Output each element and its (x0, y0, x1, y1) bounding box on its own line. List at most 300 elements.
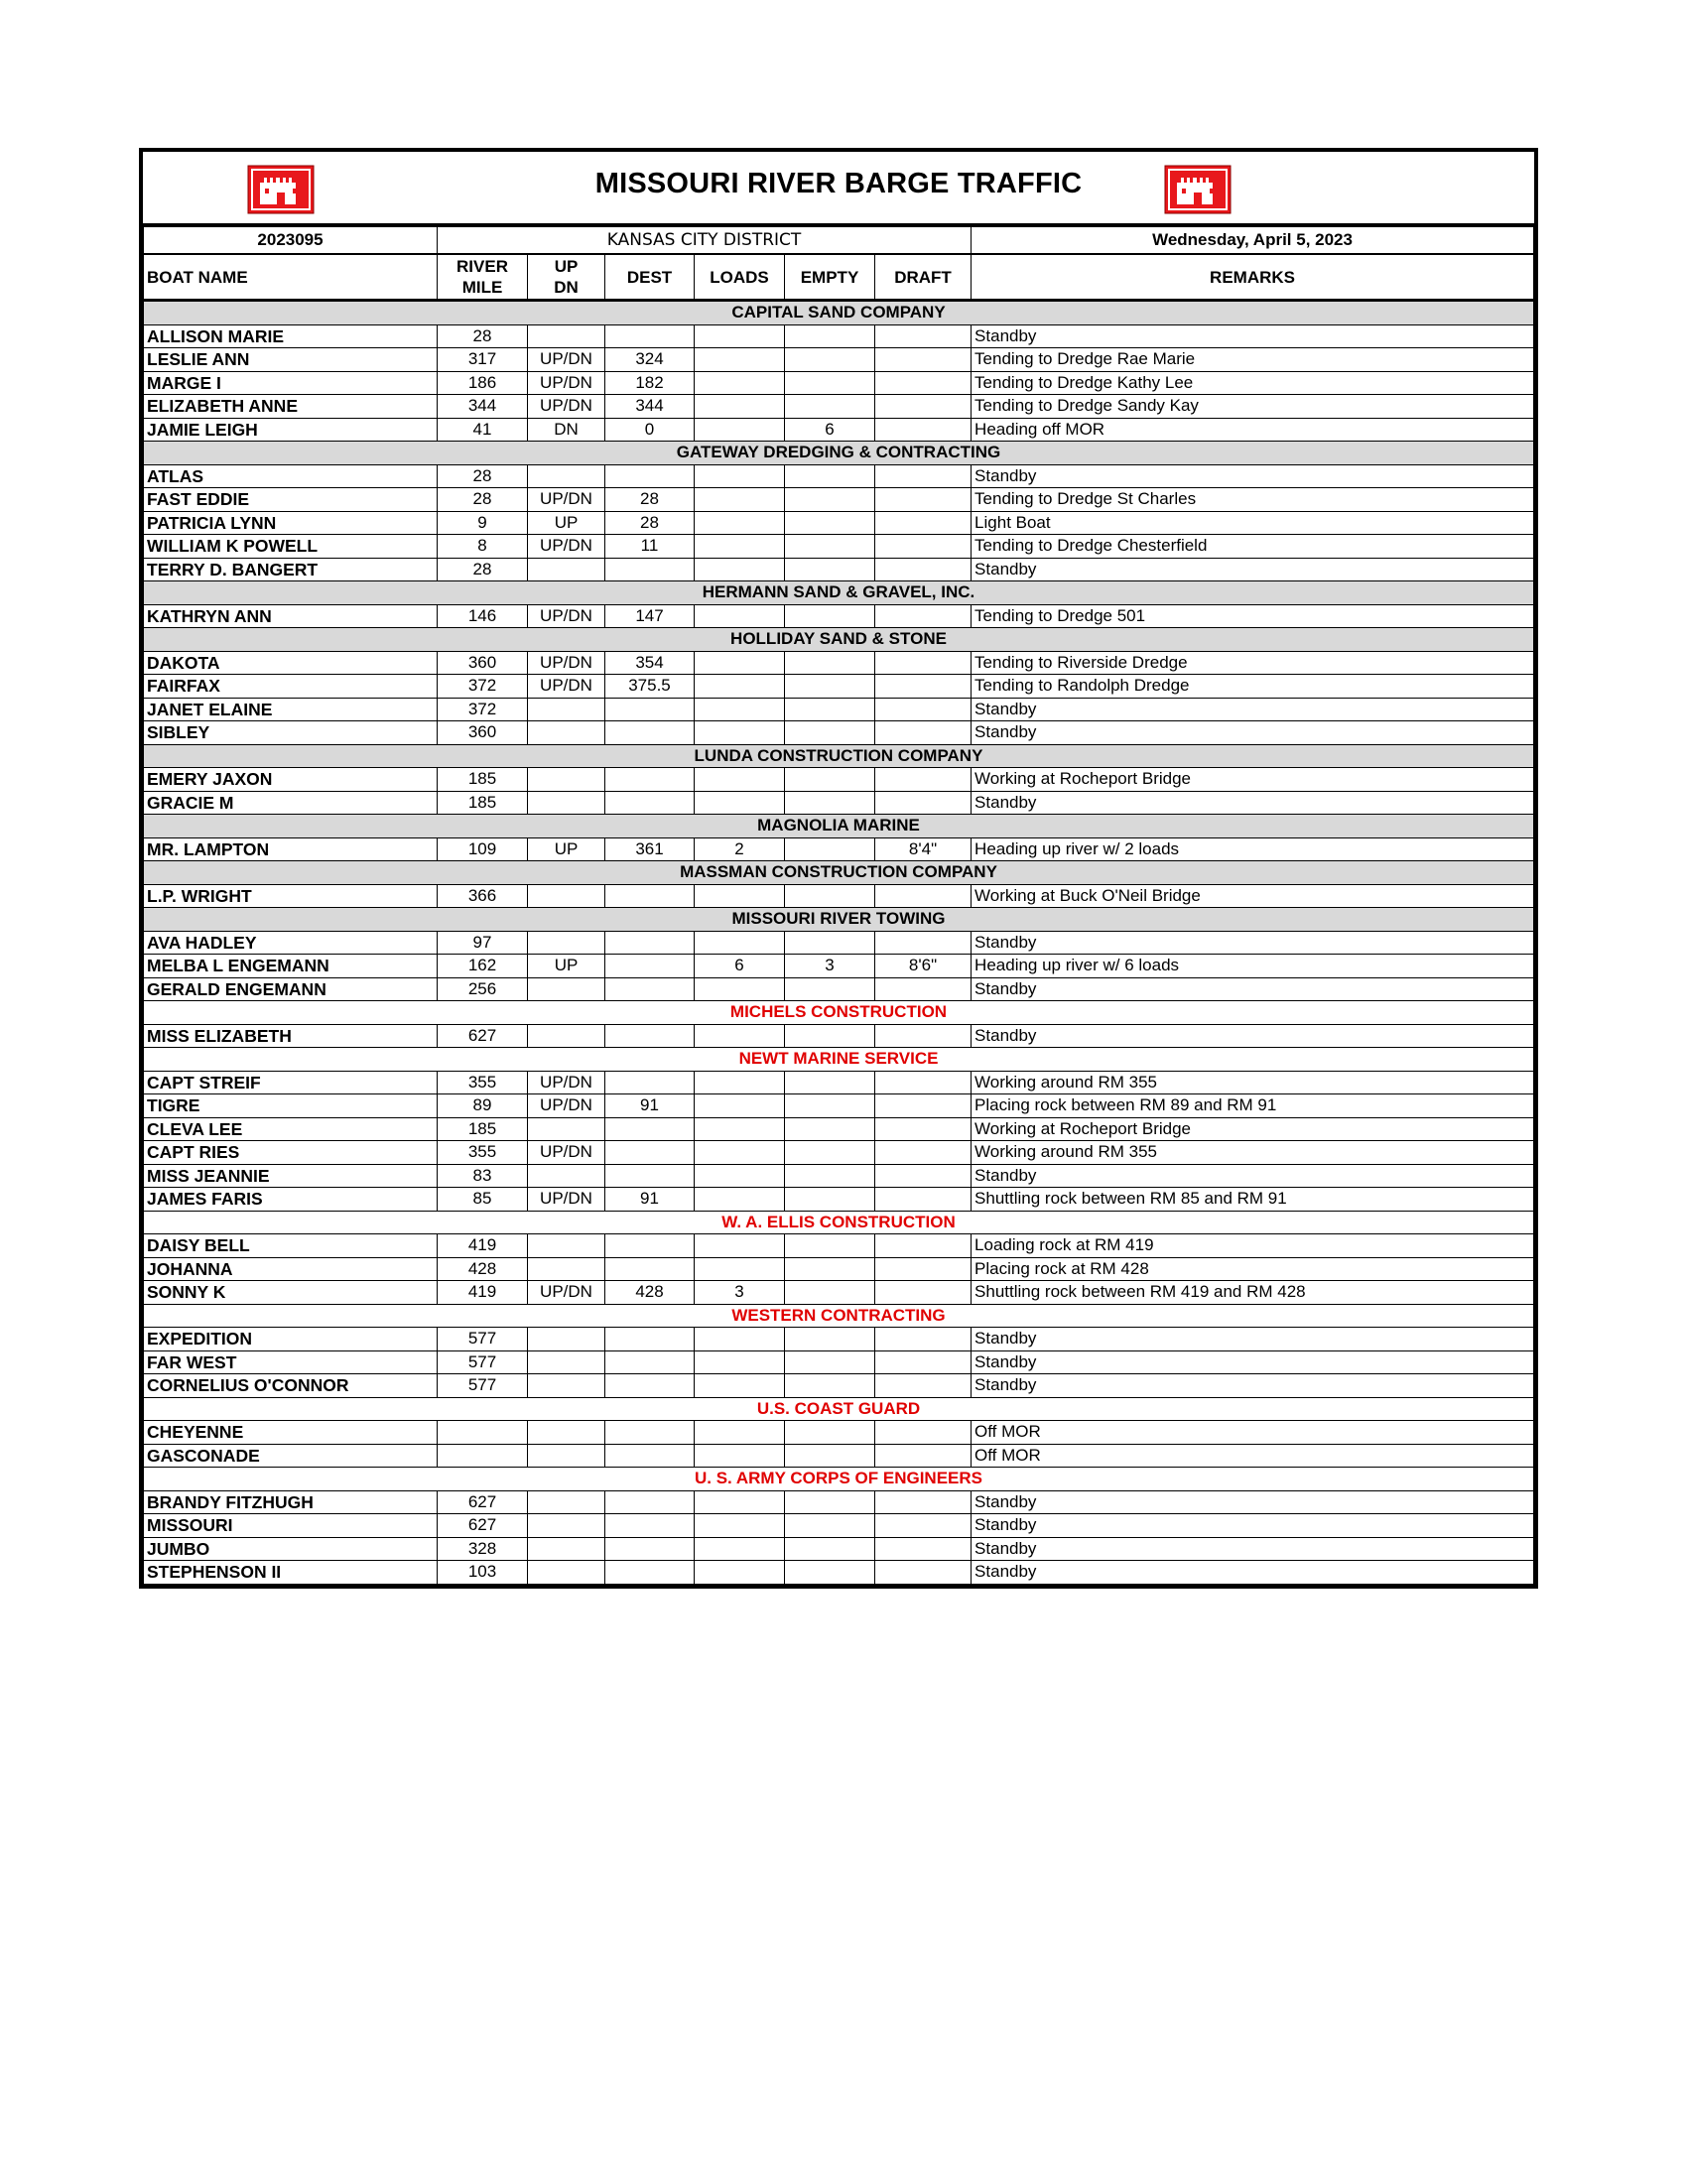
section-header-row (144, 744, 1534, 768)
empty-cell (785, 464, 875, 488)
barge-traffic-table (143, 226, 1534, 1585)
loads-cell (695, 1490, 785, 1514)
dest-cell: 354 (605, 651, 695, 675)
empty-cell (785, 395, 875, 419)
col-up-dn (528, 254, 605, 301)
loads-cell (695, 977, 785, 1001)
loads-cell (695, 791, 785, 815)
draft-cell (875, 1257, 972, 1281)
district-name: KANSAS CITY DISTRICT (438, 227, 972, 255)
draft-cell (875, 1071, 972, 1094)
river-mile-cell: 428 (438, 1257, 528, 1281)
river-mile-cell: 627 (438, 1514, 528, 1538)
table-row (144, 977, 1534, 1001)
remarks-cell: Placing rock at RM 428 (972, 1257, 1534, 1281)
up-dn-cell (528, 324, 605, 348)
empty-cell (785, 324, 875, 348)
up-dn-cell (528, 558, 605, 581)
table-row (144, 535, 1534, 559)
river-mile-cell: 109 (438, 837, 528, 861)
table-row (144, 1350, 1534, 1374)
river-mile-cell: 419 (438, 1234, 528, 1258)
dest-cell: 28 (605, 488, 695, 512)
remarks-cell: Standby (972, 1164, 1534, 1188)
section-title: HOLLIDAY SAND & STONE (144, 628, 1534, 652)
dest-cell: 344 (605, 395, 695, 419)
section-header-row (144, 1211, 1534, 1234)
boat-name-cell: ELIZABETH ANNE (144, 395, 438, 419)
loads-cell (695, 698, 785, 721)
loads-cell (695, 1071, 785, 1094)
dest-cell (605, 721, 695, 745)
boat-name-cell: CAPT RIES (144, 1141, 438, 1165)
table-row (144, 1024, 1534, 1048)
empty-cell (785, 721, 875, 745)
remarks-cell: Tending to Dredge Sandy Kay (972, 395, 1534, 419)
section-title: HERMANN SAND & GRAVEL, INC. (144, 581, 1534, 605)
river-mile-cell: 97 (438, 931, 528, 955)
remarks-cell: Tending to Dredge Chesterfield (972, 535, 1534, 559)
up-dn-cell (528, 1328, 605, 1351)
empty-cell (785, 977, 875, 1001)
remarks-cell: Standby (972, 1514, 1534, 1538)
empty-cell (785, 511, 875, 535)
table-row (144, 768, 1534, 792)
dest-cell (605, 1117, 695, 1141)
draft-cell (875, 977, 972, 1001)
col-river-mile (438, 254, 528, 301)
river-mile-cell: 360 (438, 721, 528, 745)
up-dn-cell (528, 1444, 605, 1468)
empty-cell (785, 1094, 875, 1118)
loads-cell (695, 1374, 785, 1398)
remarks-cell: Loading rock at RM 419 (972, 1234, 1534, 1258)
boat-name-cell: BRANDY FITZHUGH (144, 1490, 438, 1514)
empty-cell (785, 837, 875, 861)
col-empty: EMPTY (785, 254, 875, 301)
report-date: Wednesday, April 5, 2023 (972, 227, 1534, 255)
table-row (144, 1234, 1534, 1258)
remarks-cell: Standby (972, 721, 1534, 745)
remarks-cell: Standby (972, 1374, 1534, 1398)
river-mile-cell: 627 (438, 1490, 528, 1514)
dest-cell (605, 464, 695, 488)
draft-cell (875, 558, 972, 581)
draft-cell (875, 1188, 972, 1212)
boat-name-cell: L.P. WRIGHT (144, 884, 438, 908)
usace-castle-icon (1164, 165, 1232, 214)
empty-cell (785, 1514, 875, 1538)
boat-name-cell: TIGRE (144, 1094, 438, 1118)
title-row (143, 152, 1534, 226)
empty-cell (785, 1561, 875, 1585)
table-row (144, 721, 1534, 745)
up-dn-cell (528, 1561, 605, 1585)
river-mile-cell: 85 (438, 1188, 528, 1212)
river-mile-cell: 344 (438, 395, 528, 419)
river-mile-cell: 317 (438, 348, 528, 372)
boat-name-cell: MARGE I (144, 371, 438, 395)
up-dn-cell (528, 1350, 605, 1374)
loads-cell (695, 1234, 785, 1258)
section-header-row (144, 908, 1534, 932)
empty-cell: 6 (785, 418, 875, 442)
dest-cell (605, 1164, 695, 1188)
loads-cell (695, 558, 785, 581)
loads-cell (695, 1094, 785, 1118)
loads-cell: 6 (695, 955, 785, 978)
river-mile-cell: 577 (438, 1374, 528, 1398)
loads-cell (695, 1117, 785, 1141)
river-mile-cell: 627 (438, 1024, 528, 1048)
remarks-cell: Light Boat (972, 511, 1534, 535)
empty-cell (785, 1117, 875, 1141)
remarks-cell: Heading up river w/ 6 loads (972, 955, 1534, 978)
draft-cell (875, 371, 972, 395)
report-id: 2023095 (144, 227, 438, 255)
col-river-mile-line2: MILE (461, 278, 503, 297)
remarks-cell: Standby (972, 1350, 1534, 1374)
river-mile-cell: 41 (438, 418, 528, 442)
up-dn-cell (528, 1421, 605, 1445)
empty-cell (785, 675, 875, 699)
section-title: LUNDA CONSTRUCTION COMPANY (144, 744, 1534, 768)
empty-cell (785, 931, 875, 955)
dest-cell (605, 698, 695, 721)
loads-cell (695, 1141, 785, 1165)
dest-cell: 361 (605, 837, 695, 861)
info-row (144, 227, 1534, 255)
up-dn-cell: DN (528, 418, 605, 442)
table-row (144, 1164, 1534, 1188)
dest-cell (605, 1561, 695, 1585)
table-row (144, 1374, 1534, 1398)
empty-cell (785, 1257, 875, 1281)
table-row (144, 395, 1534, 419)
remarks-cell: Tending to Dredge Rae Marie (972, 348, 1534, 372)
loads-cell (695, 721, 785, 745)
col-up-dn-line2: DN (554, 278, 579, 297)
river-mile-cell: 146 (438, 604, 528, 628)
up-dn-cell (528, 1537, 605, 1561)
remarks-cell: Tending to Dredge Kathy Lee (972, 371, 1534, 395)
up-dn-cell: UP/DN (528, 675, 605, 699)
draft-cell (875, 1117, 972, 1141)
draft-cell (875, 768, 972, 792)
draft-cell (875, 1514, 972, 1538)
loads-cell (695, 1514, 785, 1538)
up-dn-cell: UP (528, 511, 605, 535)
section-title: MASSMAN CONSTRUCTION COMPANY (144, 861, 1534, 885)
up-dn-cell (528, 977, 605, 1001)
dest-cell (605, 1421, 695, 1445)
river-mile-cell: 89 (438, 1094, 528, 1118)
table-row (144, 675, 1534, 699)
remarks-cell: Standby (972, 1328, 1534, 1351)
remarks-cell: Tending to Dredge St Charles (972, 488, 1534, 512)
section-header-row (144, 1304, 1534, 1328)
up-dn-cell (528, 1164, 605, 1188)
dest-cell (605, 1257, 695, 1281)
river-mile-cell: 577 (438, 1350, 528, 1374)
dest-cell (605, 884, 695, 908)
up-dn-cell: UP/DN (528, 348, 605, 372)
section-title: WESTERN CONTRACTING (144, 1304, 1534, 1328)
up-dn-cell (528, 698, 605, 721)
up-dn-cell: UP/DN (528, 488, 605, 512)
dest-cell: 428 (605, 1281, 695, 1305)
table-body (144, 227, 1534, 1585)
draft-cell (875, 604, 972, 628)
dest-cell (605, 1490, 695, 1514)
empty-cell (785, 1164, 875, 1188)
section-header-row (144, 1397, 1534, 1421)
river-mile-cell: 83 (438, 1164, 528, 1188)
remarks-cell: Shuttling rock between RM 419 and RM 428 (972, 1281, 1534, 1305)
boat-name-cell: MELBA L ENGEMANN (144, 955, 438, 978)
loads-cell (695, 324, 785, 348)
boat-name-cell: DAISY BELL (144, 1234, 438, 1258)
draft-cell (875, 721, 972, 745)
loads-cell (695, 651, 785, 675)
up-dn-cell (528, 931, 605, 955)
dest-cell (605, 1071, 695, 1094)
loads-cell (695, 884, 785, 908)
section-title: NEWT MARINE SERVICE (144, 1048, 1534, 1072)
dest-cell (605, 1537, 695, 1561)
remarks-cell: Tending to Randolph Dredge (972, 675, 1534, 699)
table-row (144, 1490, 1534, 1514)
boat-name-cell: CAPT STREIF (144, 1071, 438, 1094)
remarks-cell: Shuttling rock between RM 85 and RM 91 (972, 1188, 1534, 1212)
boat-name-cell: CORNELIUS O'CONNOR (144, 1374, 438, 1398)
table-row (144, 604, 1534, 628)
empty-cell (785, 1328, 875, 1351)
boat-name-cell: SIBLEY (144, 721, 438, 745)
dest-cell (605, 1374, 695, 1398)
draft-cell (875, 1537, 972, 1561)
dest-cell (605, 324, 695, 348)
table-row (144, 1094, 1534, 1118)
section-title: W. A. ELLIS CONSTRUCTION (144, 1211, 1534, 1234)
loads-cell (695, 395, 785, 419)
river-mile-cell: 355 (438, 1071, 528, 1094)
empty-cell (785, 1141, 875, 1165)
up-dn-cell: UP (528, 955, 605, 978)
dest-cell (605, 1444, 695, 1468)
col-loads: LOADS (695, 254, 785, 301)
draft-cell (875, 464, 972, 488)
table-row (144, 1328, 1534, 1351)
section-header-row (144, 581, 1534, 605)
empty-cell (785, 698, 875, 721)
boat-name-cell: JOHANNA (144, 1257, 438, 1281)
remarks-cell: Standby (972, 324, 1534, 348)
remarks-cell: Standby (972, 558, 1534, 581)
river-mile-cell: 28 (438, 324, 528, 348)
river-mile-cell: 162 (438, 955, 528, 978)
boat-name-cell: MISS ELIZABETH (144, 1024, 438, 1048)
table-row (144, 931, 1534, 955)
loads-cell (695, 768, 785, 792)
remarks-cell: Standby (972, 791, 1534, 815)
dest-cell: 375.5 (605, 675, 695, 699)
table-row (144, 1117, 1534, 1141)
col-river-mile-line1: RIVER (456, 257, 508, 276)
up-dn-cell: UP/DN (528, 395, 605, 419)
river-mile-cell: 256 (438, 977, 528, 1001)
remarks-cell: Heading off MOR (972, 418, 1534, 442)
draft-cell (875, 1281, 972, 1305)
boat-name-cell: CLEVA LEE (144, 1117, 438, 1141)
draft-cell (875, 1490, 972, 1514)
dest-cell: 28 (605, 511, 695, 535)
up-dn-cell: UP/DN (528, 1281, 605, 1305)
loads-cell: 3 (695, 1281, 785, 1305)
remarks-cell: Working around RM 355 (972, 1071, 1534, 1094)
table-row (144, 371, 1534, 395)
col-remarks: REMARKS (972, 254, 1534, 301)
table-row (144, 837, 1534, 861)
remarks-cell: Standby (972, 931, 1534, 955)
table-row (144, 1421, 1534, 1445)
remarks-cell: Standby (972, 464, 1534, 488)
table-row (144, 1071, 1534, 1094)
up-dn-cell (528, 1257, 605, 1281)
dest-cell (605, 1514, 695, 1538)
boat-name-cell: MISSOURI (144, 1514, 438, 1538)
column-header-row (144, 254, 1534, 301)
dest-cell (605, 1328, 695, 1351)
draft-cell (875, 1094, 972, 1118)
empty-cell (785, 371, 875, 395)
up-dn-cell (528, 768, 605, 792)
loads-cell (695, 348, 785, 372)
table-row (144, 651, 1534, 675)
up-dn-cell (528, 1234, 605, 1258)
section-header-row (144, 442, 1534, 465)
section-title: MICHELS CONSTRUCTION (144, 1001, 1534, 1025)
loads-cell (695, 464, 785, 488)
up-dn-cell: UP/DN (528, 371, 605, 395)
empty-cell (785, 535, 875, 559)
section-header-row (144, 1048, 1534, 1072)
remarks-cell: Working around RM 355 (972, 1141, 1534, 1165)
up-dn-cell: UP/DN (528, 1071, 605, 1094)
draft-cell (875, 698, 972, 721)
river-mile-cell: 355 (438, 1141, 528, 1165)
empty-cell (785, 1374, 875, 1398)
empty-cell (785, 348, 875, 372)
dest-cell (605, 931, 695, 955)
river-mile-cell: 328 (438, 1537, 528, 1561)
table-row (144, 558, 1534, 581)
remarks-cell: Standby (972, 1024, 1534, 1048)
table-row (144, 464, 1534, 488)
table-row (144, 348, 1534, 372)
boat-name-cell: JUMBO (144, 1537, 438, 1561)
empty-cell (785, 1421, 875, 1445)
draft-cell (875, 1374, 972, 1398)
dest-cell (605, 1350, 695, 1374)
empty-cell (785, 1024, 875, 1048)
dest-cell (605, 1141, 695, 1165)
table-row (144, 418, 1534, 442)
table-row (144, 324, 1534, 348)
dest-cell (605, 558, 695, 581)
up-dn-cell (528, 1514, 605, 1538)
river-mile-cell: 9 (438, 511, 528, 535)
section-title: MAGNOLIA MARINE (144, 815, 1534, 838)
section-header-row (144, 815, 1534, 838)
section-header-row (144, 1001, 1534, 1025)
empty-cell (785, 651, 875, 675)
loads-cell (695, 1537, 785, 1561)
river-mile-cell (438, 1421, 528, 1445)
loads-cell (695, 418, 785, 442)
boat-name-cell: LESLIE ANN (144, 348, 438, 372)
empty-cell (785, 768, 875, 792)
river-mile-cell: 366 (438, 884, 528, 908)
remarks-cell: Tending to Dredge 501 (972, 604, 1534, 628)
draft-cell (875, 791, 972, 815)
page-title: MISSOURI RIVER BARGE TRAFFIC (594, 168, 1083, 199)
boat-name-cell: WILLIAM K POWELL (144, 535, 438, 559)
up-dn-cell: UP/DN (528, 604, 605, 628)
table-row (144, 1141, 1534, 1165)
remarks-cell: Working at Rocheport Bridge (972, 1117, 1534, 1141)
loads-cell (695, 488, 785, 512)
dest-cell: 91 (605, 1188, 695, 1212)
up-dn-cell: UP/DN (528, 535, 605, 559)
boat-name-cell: TERRY D. BANGERT (144, 558, 438, 581)
table-row (144, 1561, 1534, 1585)
up-dn-cell: UP/DN (528, 651, 605, 675)
remarks-cell: Off MOR (972, 1421, 1534, 1445)
boat-name-cell: FAIRFAX (144, 675, 438, 699)
remarks-cell: Off MOR (972, 1444, 1534, 1468)
up-dn-cell (528, 884, 605, 908)
table-row (144, 1514, 1534, 1538)
table-row (144, 884, 1534, 908)
empty-cell (785, 1188, 875, 1212)
draft-cell (875, 651, 972, 675)
remarks-cell: Working at Rocheport Bridge (972, 768, 1534, 792)
empty-cell (785, 884, 875, 908)
draft-cell (875, 931, 972, 955)
remarks-cell: Standby (972, 698, 1534, 721)
dest-cell (605, 1234, 695, 1258)
up-dn-cell: UP (528, 837, 605, 861)
empty-cell (785, 791, 875, 815)
remarks-cell: Working at Buck O'Neil Bridge (972, 884, 1534, 908)
river-mile-cell: 185 (438, 791, 528, 815)
table-row (144, 511, 1534, 535)
dest-cell (605, 955, 695, 978)
draft-cell (875, 884, 972, 908)
up-dn-cell (528, 1374, 605, 1398)
river-mile-cell: 28 (438, 464, 528, 488)
draft-cell: 8'6" (875, 955, 972, 978)
table-row (144, 1281, 1534, 1305)
up-dn-cell (528, 1117, 605, 1141)
dest-cell (605, 768, 695, 792)
river-mile-cell: 28 (438, 488, 528, 512)
col-up-dn-line1: UP (554, 257, 579, 276)
draft-cell (875, 324, 972, 348)
loads-cell (695, 511, 785, 535)
empty-cell: 3 (785, 955, 875, 978)
